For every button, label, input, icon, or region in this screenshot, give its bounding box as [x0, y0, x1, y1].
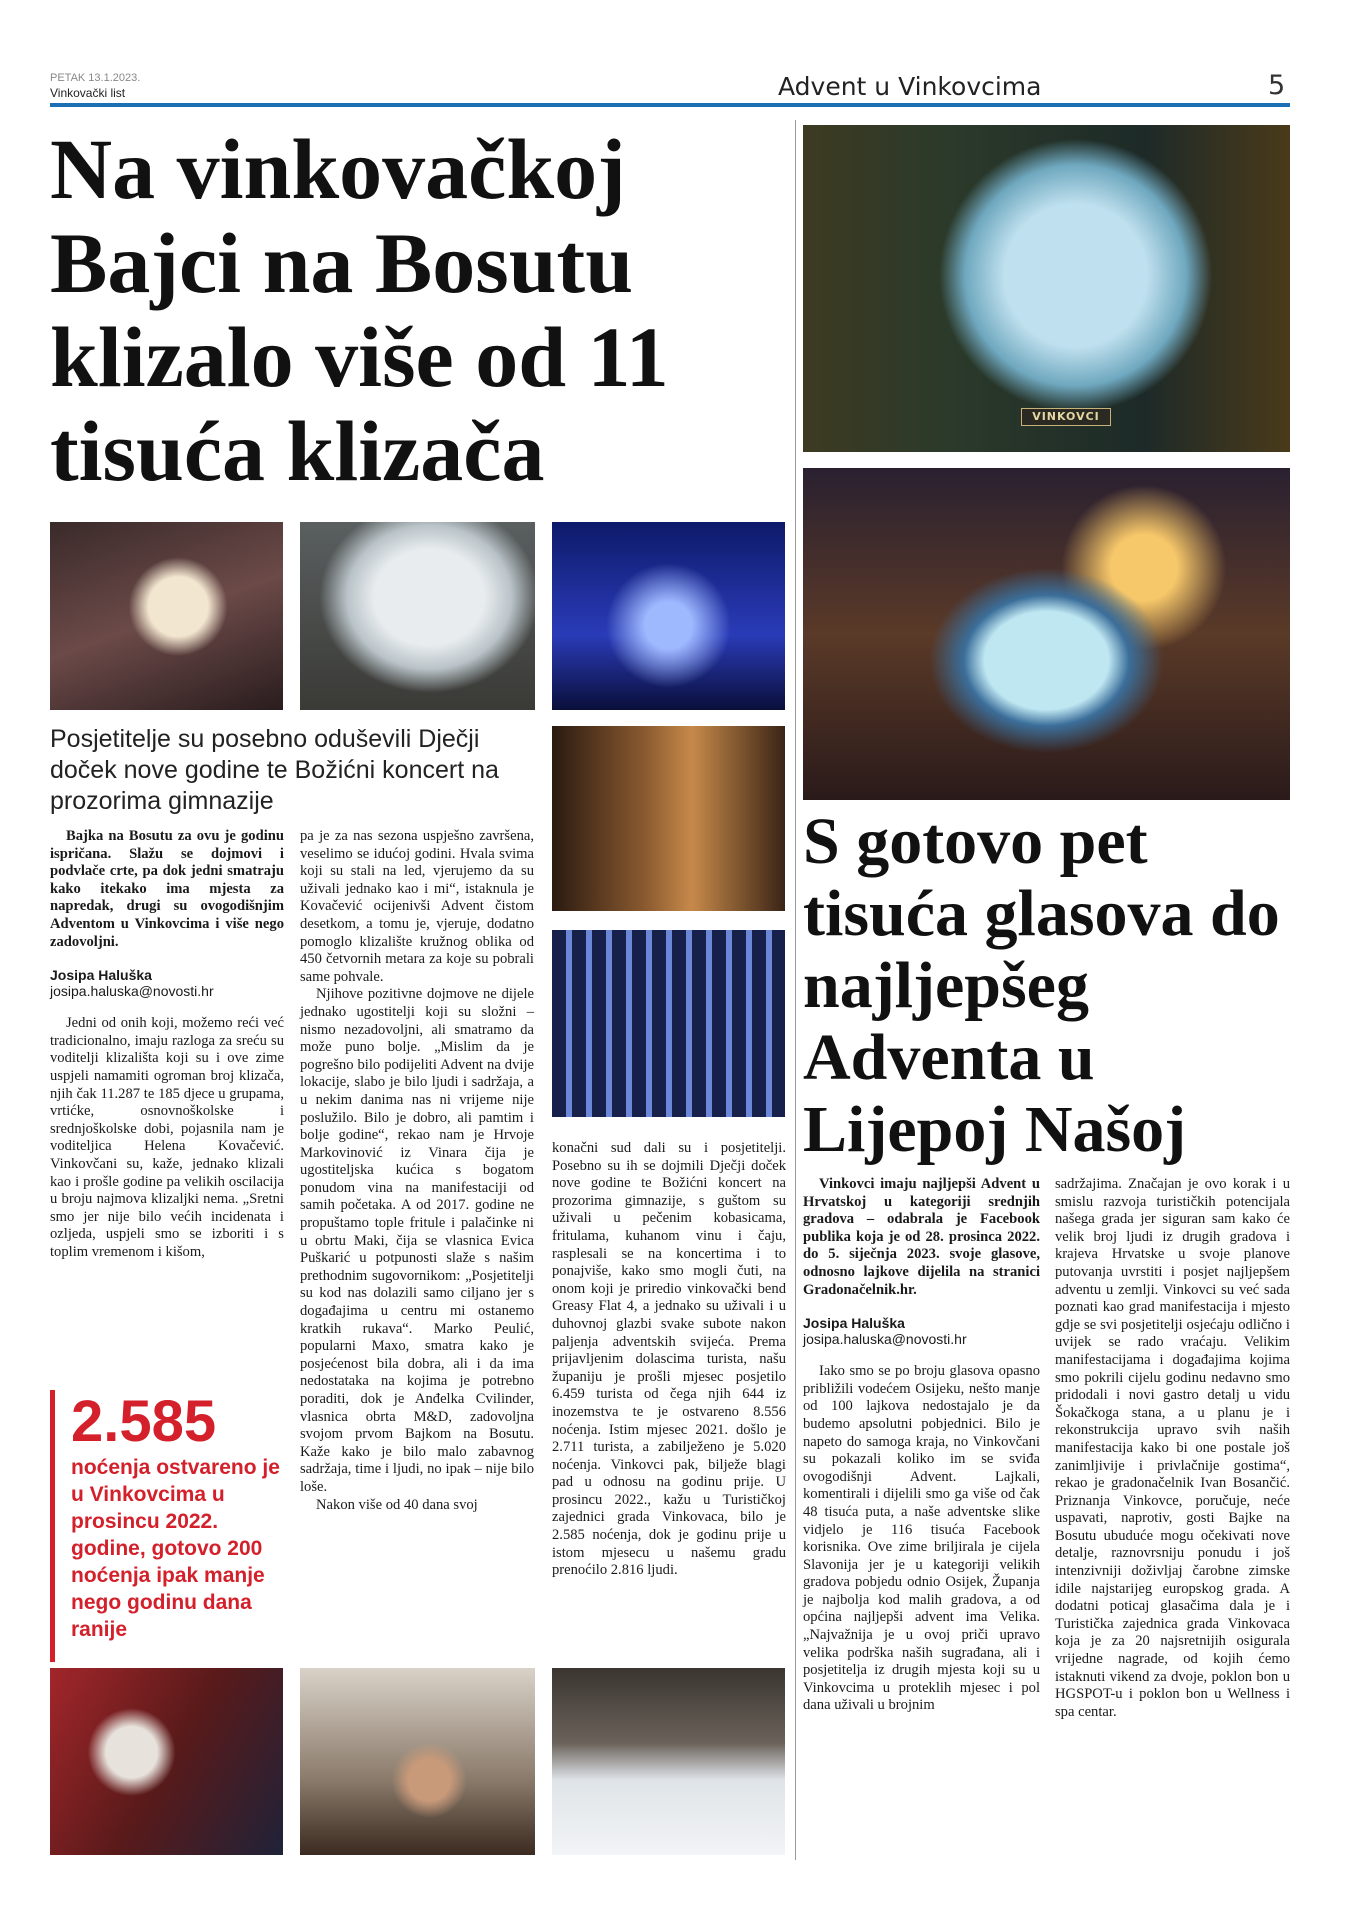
photo-snow-globe-woman [803, 125, 1290, 452]
article2-lead: Vinkovci imaju najljepši Advent u Hrvatskoj u kategoriji srednjih gradova – odabrala je Facebook publika koja je od 28. prosinca 2022. do 5. siječnja 2023. svoje glasove, odnosno lajkove dijelila na stranici Gradonačelnik.hr. [803, 1176, 1040, 1298]
article1-author: Josipa Haluška [50, 967, 152, 984]
article2-author: Josipa Haluška [803, 1315, 905, 1332]
article2-body-1: Iako smo se po broju glasova opasno približili vodećem Osijeku, nešto manje od 100 lajkova nedostajalo je da budemo apsolutni pobjednici. Bilo je napeto do samoga kraja, no Vinkovčani su pokazali koliko im se sviđa ovogodišnji Advent. Lajkali, komentirali i dijelili smo ga više od čak 48 tisuća puta, a naše adventske slike vidjelo je 116 tisuća Facebook korisnika. Ove zime briljirala je cijela Slavonija jer je u kategoriji velikih gradova pobjedu odnio Osijek, Županja je najbolja kod malih gradova, a od općina najljepši advent ima Velika. „Najvažnija je u ovoj priči upravo velika podrška naših sugrađana, ali i posjetitelja iz drugih mjesta koji su u Vinkovcima u proteklih mjesec i pol dana uživali u brojnim [803, 1363, 1040, 1714]
snow-globe-sign: VINKOVCI [1021, 408, 1111, 426]
factbox-number: 2.585 [71, 1389, 217, 1454]
article2-body-2: sadržajima. Značajan je ovo korak i u smislu razvoja turističkih potencijala našega grada jer siguran sam kako će velik broj ljudi iz drugih gradova i krajeva Hrvatske u svoje planove putovanja uvrstiti i posjet najljepšem adventu u zemlji. Vinkovci su već sada poznati kao grad manifestacija i mjesto gdje se svi posjetitelji osjećaju odlično i uvijek se rado vraćaju. Velikim manifestacijama i događajima kojima smo pokrili cijelu godinu nedavno smo pridodali i novi gastro detalj u vidu Šokačkoga stana, a u planu je i rekonstrukcija upravo svih naših manifestacija kako bi one postale još zanimljivije i privlačnije gostima“, rekao je gradonačelnik Ivan Bosančić. Priznanja Vinkovce, poručuje, neće uspavati, naprotiv, gosti Bajke na Bosutu ubuduće mogu očekivati nove detalje, raznovrsniju ponudu i još intenzivniji doživljaj čarobne zimske idile najstarijeg europskog grada. A dodatni poticaj glasačima dala je i Turistička zajednica grada Vinkovaca koja je za 20 najsretnijih osigurala vrijedne nagrade, od kojih ćemo istaknuti vikend za dvoje, poklon bon u HGSPOT-u i poklon bon u Wellness i spa centar. [1055, 1176, 1290, 1720]
publication-name: Vinkovački list [50, 86, 126, 100]
page-number: 5 [1268, 70, 1286, 101]
article1-body-2b: Njihove pozitivne dojmove ne dijele jednako ugostitelji koji su složni – nismo nezadovoljni, ali smatramo da može puno bolje. „Mislim da je pogrešno bilo podijeliti Advent na dvije lokacije, slabo je bilo ljudi i sadržaja, a u nekim danima nas ni vrijeme nije poslužilo. Bilo je dobro, ali pamtim i bolje godine“, rekao nam je Hrvoje Markovinović iz Vinara čija je ugostiteljska kućica s bogatom ponudom vina na manifestaciji od samih početaka. A od 2017. godine ne propuštamo tople fritule i palačinke ni u obrtu Maki, čija se vlasnica Evica Puškarić u potpunosti slaže s našim prethodnim sugovornikom: „Posjetitelji su kod nas dolazili samo ciljano jer s događajima u centru mi ostanemo kratkih rukava“. Marko Peulić, popularni Maxo, smatra kako je posjećenost bila dobra, ali i da ima nedostataka na kojima je potrebno poraditi, dok je Anđelka Cvilinder, vlasnica obrta M&D, zadovoljna svojom prvom Bajkom na Bosutu. Kaže kako je bilo malo zabavnog sadržaja, time i ljudi, no ipak – nije bilo loše. [300, 986, 534, 1495]
article1-headline: Na vinkovačkoj Bajci na Bosutu klizalo više od 11 tisuća klizača [50, 121, 669, 499]
article2-column-1 [803, 1176, 1040, 1715]
photo-lantern-children [50, 522, 283, 710]
column-divider [795, 120, 796, 1860]
article1-column-1 [50, 828, 284, 1261]
issue-date: PETAK 13.1.2023. [50, 72, 141, 84]
article1-body-2a: pa je za nas sezona uspješno završena, veselimo se idućoj godini. Hvala svima koji su stali na led, vjerujemo da su uživali jednako kao i mi“, istaknula je Kovačević ocijenivši Advent čistom desetkom, a tomu je, vjeruje, dodatno pomoglo klizalište kružnog oblika od 450 četvornih metara za koje su pobrali same pohvale. [300, 828, 534, 985]
article1-column-2 [300, 828, 534, 1514]
factbox-text: noćenja ostvareno je u Vinkovcima u prosincu 2022. godine, gotovo 200 noćenja ipak manje nego godinu dana ranije [71, 1456, 280, 1641]
photo-ice-skating [552, 1668, 785, 1855]
article2-author-email[interactable]: josipa.haluska@novosti.hr [803, 1331, 967, 1348]
article1-lead: Bajka na Bosutu za ovu je godinu ispričana. Slažu se dojmovi i podvlače crte, pa dok jedni smatraju kako itekako ima mjesta za napredak, drugi su ovogodišnjim Adventom u Vinkovcima i više nego zadovoljni. [50, 828, 284, 950]
article1-author-email[interactable]: josipa.haluska@novosti.hr [50, 983, 214, 1000]
article1-body-1: Jedni od onih koji, možemo reći već tradicionalno, imaju razloga za sreću su voditelji klizališta koji su i ove zime uspjeli namamiti ogroman broj klizača, njih čak 11.287 te 185 djece u grupama, vrtićke, osnovnoškolske i srednjoškolske dobi, pojasnila nam je voditeljica Helena Kovačević. Vinkovčani su, kaže, jednako klizali kao i prošle godine pa velikih oscilacija u broju najmova klizaljki nema. „Sretni smo jer nije bilo većih incidenata i ozljeda, uspjeli smo se izboriti i s toplim vremenom i kišom, [50, 1015, 284, 1260]
factbox [50, 1390, 285, 1662]
header-rule [50, 103, 1290, 107]
photo-vendor-stall [552, 726, 785, 911]
article1-body-2c: Nakon više od 40 dana svoj [316, 1496, 478, 1513]
photo-snow-globe-family [300, 522, 535, 710]
article1-subheading: Posjetitelje su posebno oduševili Dječji doček nove godine te Božićni koncert na prozorima gimnazije [50, 725, 499, 815]
article1-body-3: konačni sud dali su i posjetitelji. Posebno su ih se dojmili Dječji doček nove godine te Božićni koncert na prozorima gimnazije, s guštom su uživali u pečenim kobasicama, fritulama, kuhanom vinu i čaju, rasplesali se na koncertima i to ponajviše, kako smo mogli čuti, na onom koji je priredio vinkovački bend Greasy Flat 4, a jednako su uživali i u duhovnoj glazbi svake subote nakon paljenja adventskih svijeća. Prema prijavljenim dolascima turista, našu županiju je prošli mjesec posjetilo 6.459 turista od čega njih 644 iz inozemstva te je ostvareno 8.556 noćenja. Istim mjesec 2021. došlo je 2.711 turista, a zabilježeno je 5.020 noćenja. Vinkovci pak, bilježe blagi pad u odnosu na godinu prije. U prosincu 2022., kažu u Turističkoj zajednici grada Vinkovaca, bilo je 2.585 noćenja, dok je godinu prije u istom mjesecu u našemu gradu prenoćilo 2.816 ljudi. [552, 1140, 786, 1579]
section-title: Advent u Vinkovcima [778, 72, 1042, 101]
photo-vendor-man [300, 1668, 535, 1855]
article2-column-2 [1055, 1176, 1290, 1721]
article2-headline: S gotovo pet tisuća glasova do najljepšeg Adventa u Lijepoj Našoj [803, 805, 1280, 1166]
photo-aerial-ice-rink [803, 468, 1290, 800]
article1-column-3 [552, 1140, 786, 1580]
photo-concert-stage [552, 522, 785, 710]
photo-santa-child [50, 1668, 283, 1855]
photo-gymnasium-windows [552, 930, 785, 1117]
